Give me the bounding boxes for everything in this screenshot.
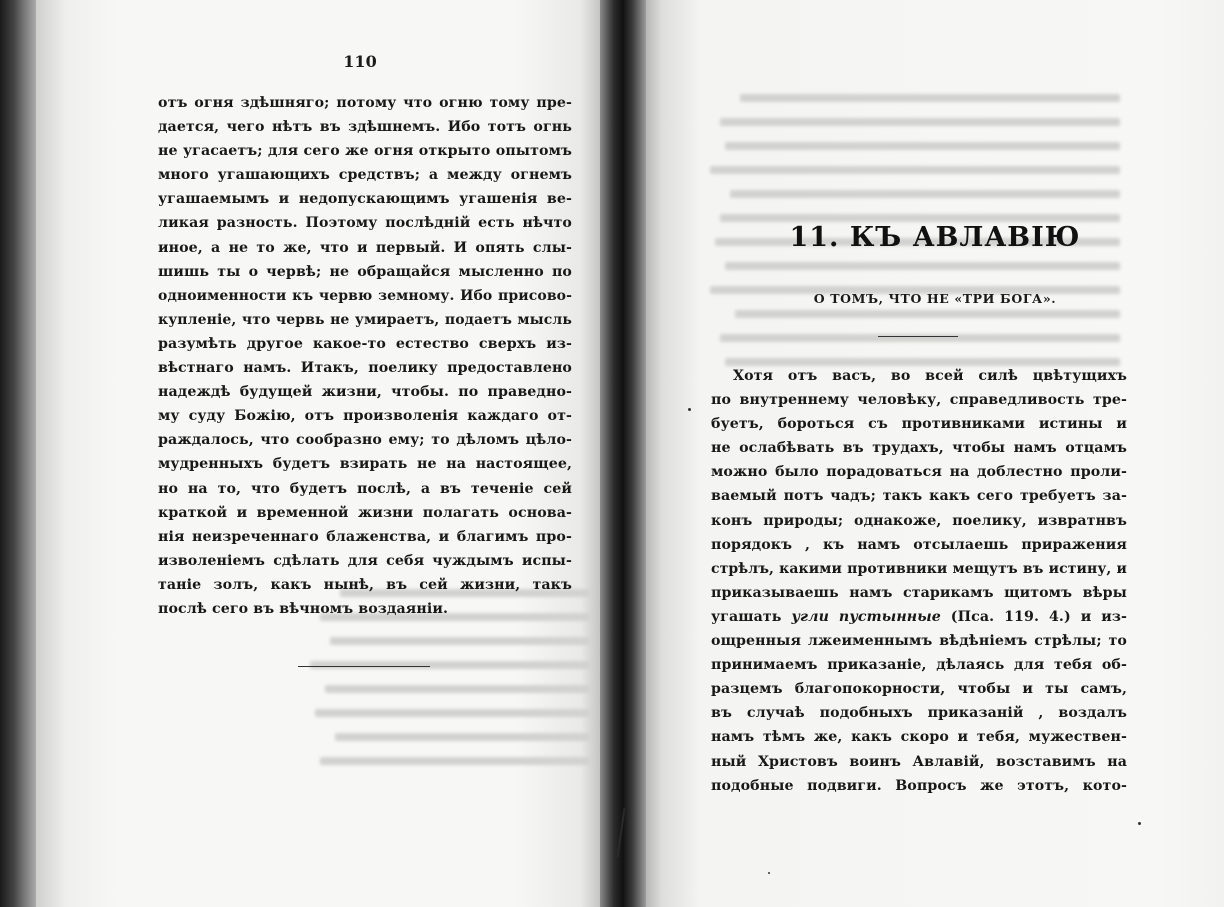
text-line: разумѣть другое какое-то естество сверхъ из- (158, 335, 572, 352)
text-line: ный Христовъ воинъ Авлавій, возставимъ на (711, 753, 1127, 770)
text-line: угашаемымъ и недопускающимъ угашенія ве- (158, 191, 572, 208)
right-page-text (711, 364, 1127, 798)
text-line: купленіе, что червь не умираетъ, подаетъ мысль (158, 311, 572, 328)
text-line: раждалось, что сообразно ему; то дѣломъ цѣло- (158, 432, 572, 449)
text-line: одноименности къ червю земному. Ибо присово- (158, 287, 572, 304)
text-line: ваемый потъ чадъ; такъ какъ сего требуетъ за- (711, 488, 1127, 505)
title-rule (878, 336, 958, 337)
text-line: дается, чего нѣтъ въ здѣшнемъ. Ибо тотъ огнь (158, 119, 572, 136)
text-line: нія неизреченнаго блаженства, и благимъ про- (158, 528, 572, 545)
text-line: му суду Божію, отъ произволенія каждаго от- (158, 408, 572, 425)
text-line: не угасаетъ; для сего же огня открыто опытомъ (158, 143, 572, 160)
text-line: шишь ты о червѣ; не обращайся мысленно по (158, 263, 572, 280)
text-line: много угашающихъ средствъ; а между огнемъ (158, 167, 572, 184)
text-line: мудренныхъ будетъ взирать не на настоящее, (158, 456, 572, 473)
text-line: краткой и временной жизни полагать основа- (158, 504, 572, 521)
text-line: иное, а не то же, что и первый. И опять слы- (158, 239, 572, 256)
quote-lead: угашать (711, 608, 792, 625)
text-line: отъ огня здѣшняго; потому что огню тому пре- (158, 95, 572, 111)
text-line: изволеніемъ сдѣлать для себя чуждымъ испы- (158, 552, 572, 569)
text-line: подобные подвиги. Вопросъ же этотъ, кото- (711, 777, 1127, 794)
text-line: но на то, что будетъ послѣ, а въ теченіе сей (158, 480, 572, 497)
scripture-reference: (Пса. 119. 4.) и из- (940, 608, 1127, 625)
paper-speck (688, 408, 691, 411)
end-rule (298, 666, 430, 667)
text-line: вѣстнаго намъ. Итакъ, поелику предоставлено (158, 360, 572, 377)
text-line: можно было порадоваться на доблестно проли- (711, 464, 1127, 481)
paper-speck (768, 872, 770, 874)
letter-title: 11. КЪ АВЛАВІЮ (789, 222, 1081, 253)
text-line: въ случаѣ подобныхъ приказаній , воздалъ (711, 705, 1127, 722)
text-line: не ослабѣвать въ трудахъ, чтобы намъ отцамъ (711, 440, 1127, 457)
text-line: стрѣлъ, какими противники мещутъ въ истину, и (711, 560, 1127, 577)
scripture-quote: угли пустынные (791, 608, 941, 625)
text-line: порядокъ , къ намъ отсылаешь приражения (711, 536, 1127, 553)
text-line: Хотя отъ васъ, во всей силѣ цвѣтущихъ (733, 368, 1127, 384)
letter-subtitle: О ТОМЪ, ЧТО НЕ «ТРИ БОГА». (813, 291, 1057, 306)
text-line: ликая разность. Поэтому послѣдній есть нѣчто (158, 215, 572, 232)
page-number: 110 (343, 52, 377, 71)
text-line: разцемъ благопокорности, чтобы и ты самъ, (711, 681, 1127, 698)
text-line: намъ тѣмъ же, какъ скоро и тебя, мужествен- (711, 729, 1127, 746)
text-line: ощренныя лжеименнымъ вѣдѣніемъ стрѣлы; то (711, 633, 1127, 650)
text-line: по внутреннему человѣку, справедливость тре- (711, 392, 1127, 409)
left-book-edge (0, 0, 40, 907)
text-line: приказываешь намъ старикамъ щитомъ вѣры (711, 584, 1127, 601)
text-line: послѣ сего въ вѣчномъ воздаяніи. (158, 600, 448, 617)
book-gutter (600, 0, 646, 907)
text-line: принимаемъ приказаніе, дѣлаясь для тебя об- (711, 657, 1127, 674)
text-line: конъ природы; однакоже, поелику, извратнвъ (711, 512, 1127, 529)
text-line-with-quote (711, 605, 1127, 629)
left-page-text (158, 91, 572, 621)
text-line: надеждѣ будущей жизни, чтобы. по праведно- (158, 384, 572, 401)
text-line: таніе золъ, какъ нынѣ, въ сей жизни, такъ (158, 576, 572, 593)
paper-speck (1138, 822, 1141, 825)
text-line: буетъ, бороться съ противниками истины и (711, 416, 1127, 433)
